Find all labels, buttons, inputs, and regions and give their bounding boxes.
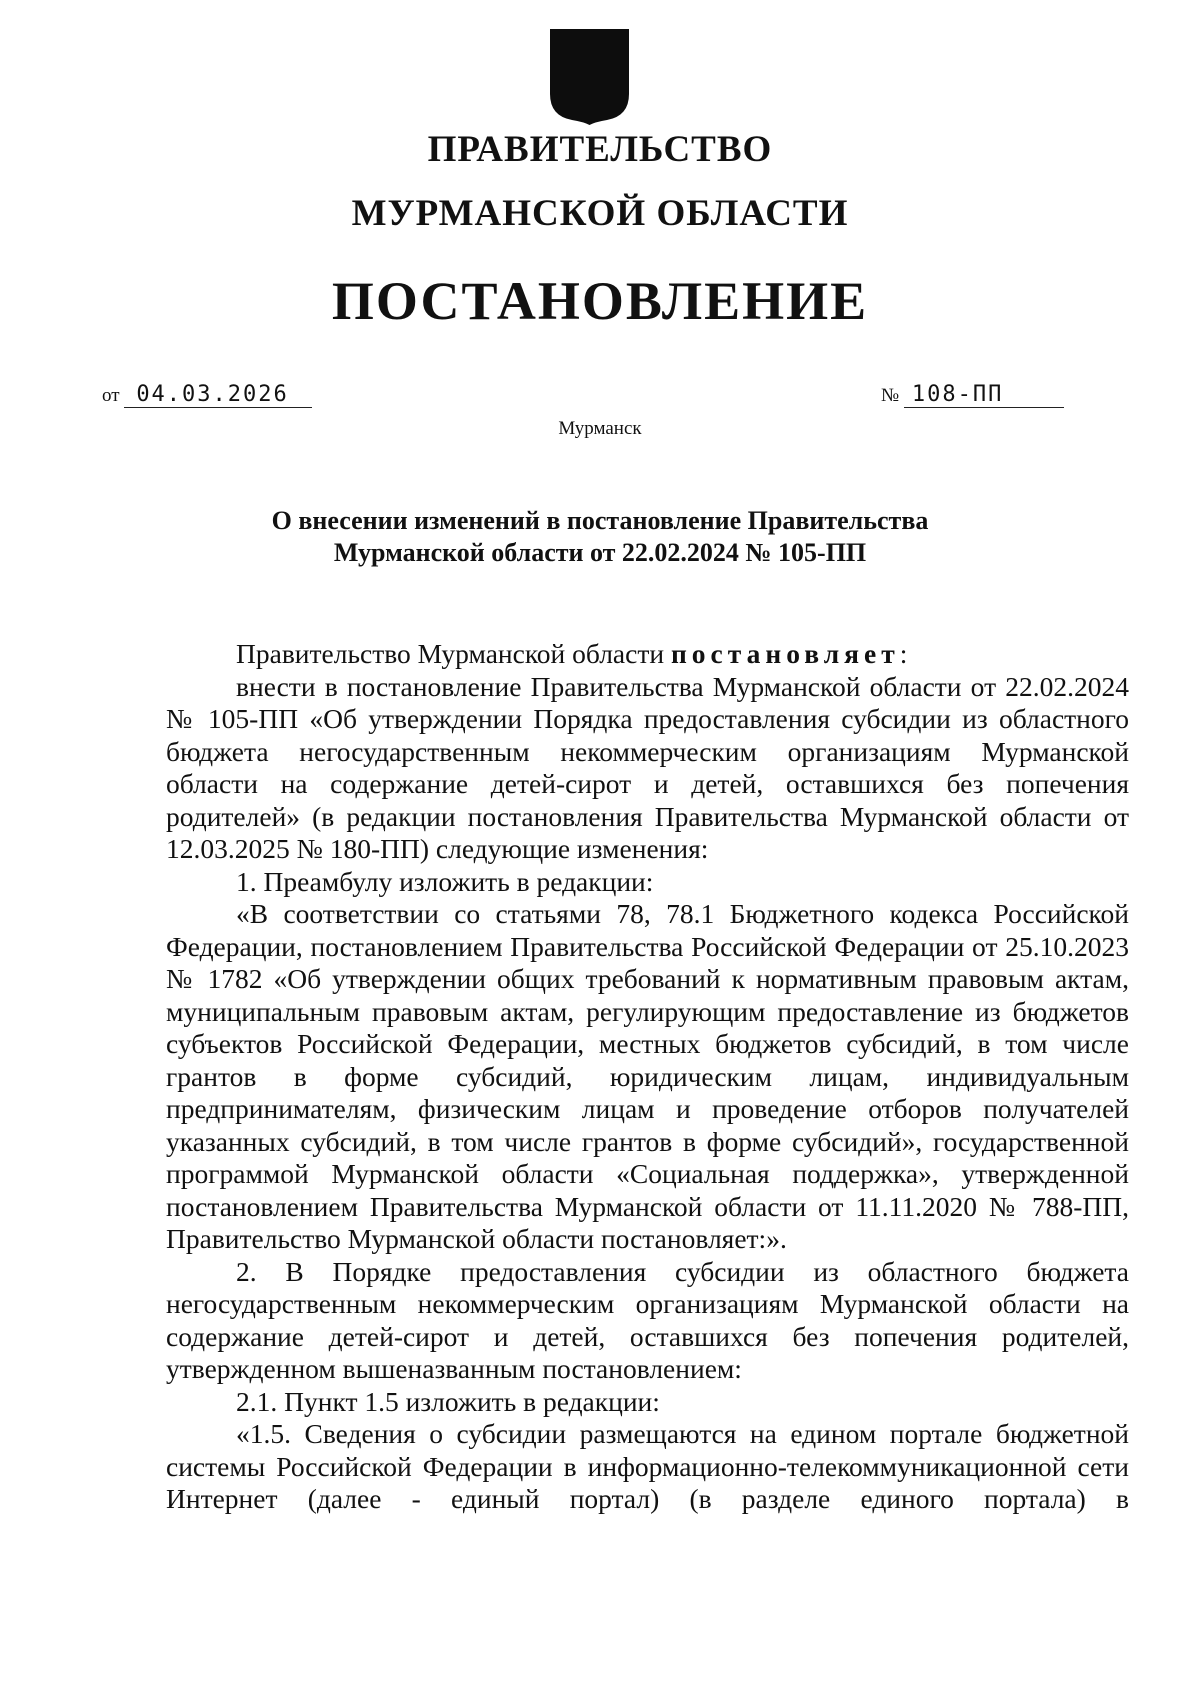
title-line1: О внесении изменений в постановление Правительства — [271, 506, 929, 535]
number-row — [881, 382, 1064, 408]
document-date: 04.03.2026 — [124, 382, 312, 408]
paragraph: «1.5. Сведения о субсидии размещаются на едином портале бюджетной системы Российской Федерации в информационно-телекоммуникационной сети Интернет (далее - единый портал) (в разделе единого портала) в — [166, 1418, 1129, 1514]
title-line2: Мурманской области от 22.02.2024 № 105-ПП — [333, 538, 867, 567]
paragraph: внести в постановление Правительства Мурманской области от 22.02.2024 № 105-ПП «Об утверждении Порядка предоставления субсидии из областного бюджета негосударственным некоммерческим организациям Мурманской области на содержание детей-сирот и детей, оставшихся без попечения родителей» (в редакции постановления Правительства Мурманской области от 12.03.2025 № 180-ПП) следующие изменения: — [166, 670, 1129, 864]
document-body — [166, 638, 1129, 1516]
date-prefix: от — [102, 385, 120, 406]
document-number: 108-ПП — [904, 382, 1064, 408]
paragraph: 2.1. Пункт 1.5 изложить в редакции: — [236, 1385, 660, 1417]
city: Мурманск — [558, 418, 642, 439]
p1-start: Правительство Мурманской области — [236, 638, 671, 669]
p1-keyword: постановляет — [670, 638, 900, 669]
paragraph: «В соответствии со статьями 78, 78.1 Бюджетного кодекса Российской Федерации, постановлением Правительства Российской Федерации от 25.10.2023 № 1782 «Об утверждении общих требований к нормативным правовым актам, муниципальным правовым актам, регулирующим предоставление из бюджетов субъектов Российской Федерации, местных бюджетов субсидий, в том числе грантов в форме субсидий, юридическим лицам, индивидуальным предпринимателям, физическим лицам и проведение отборов получателей указанных субсидий, в том числе грантов в форме субсидий», государственной программой Мурманской области «Социальная поддержка», утвержденной постановлением Правительства Мурманской области от 11.11.2020 № 788-ПП, Правительство Мурманской области постановляет:». — [166, 898, 1129, 1254]
document-type: ПОСТАНОВЛЕНИЕ — [331, 271, 869, 331]
org-name-line1: ПРАВИТЕЛЬСТВО — [427, 129, 773, 170]
coat-of-arms-icon — [549, 28, 630, 125]
paragraph — [166, 638, 1129, 671]
paragraph: 1. Преамбулу изложить в редакции: — [236, 865, 654, 897]
document-title — [0, 505, 1200, 569]
p1-end: : — [899, 638, 908, 669]
paragraph: 2. В Порядке предоставления субсидии из областного бюджета негосударственным некоммерческим организациям Мурманской области на содержание детей-сирот и детей, оставшихся без попечения родителей, утвержденном вышеназванным постановлением: — [166, 1255, 1129, 1384]
number-prefix: № — [881, 385, 900, 406]
org-name-line2: МУРМАНСКОЙ ОБЛАСТИ — [351, 193, 849, 234]
date-row — [102, 382, 312, 408]
